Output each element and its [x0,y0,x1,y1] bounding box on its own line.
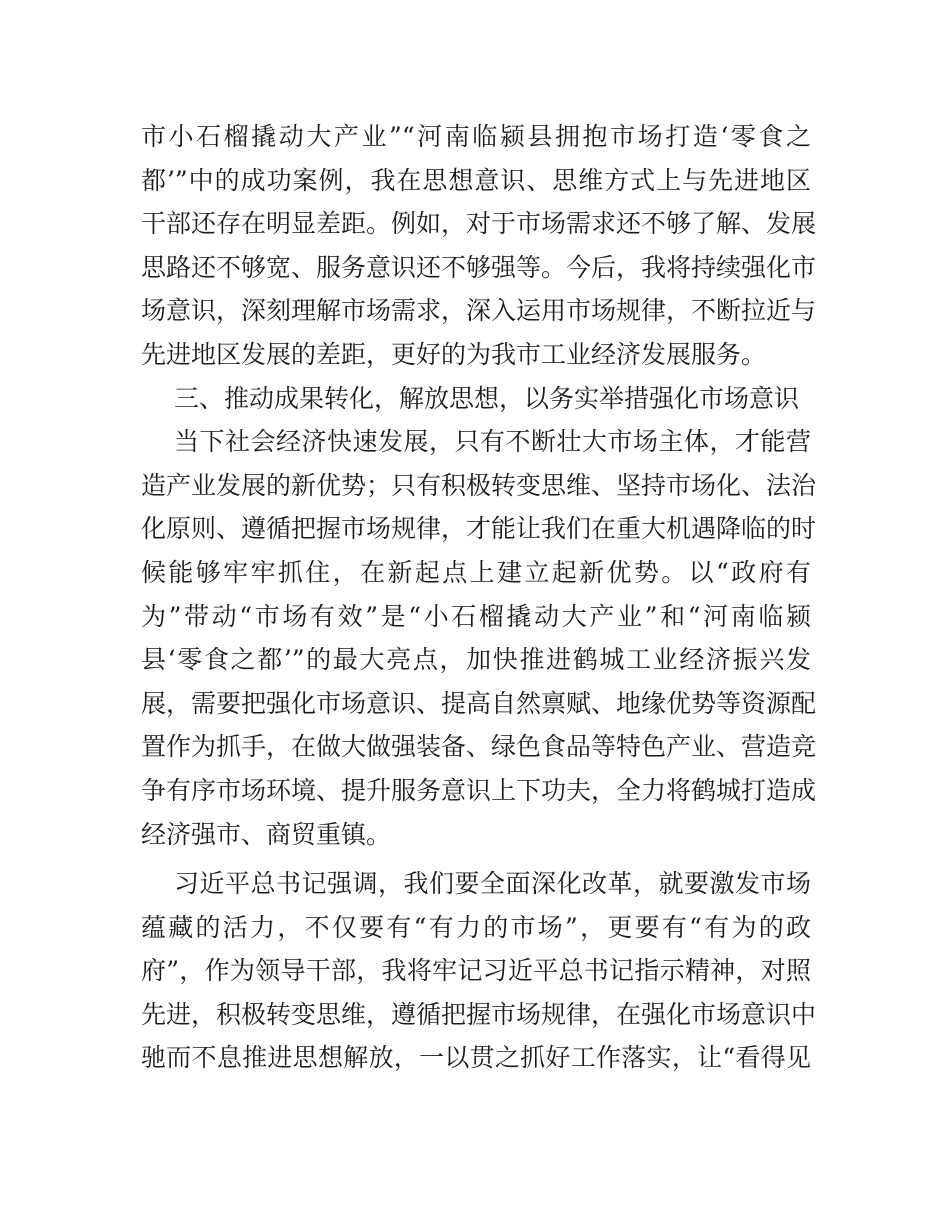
text-line: 市小石榴撬动大产业”“河南临颍县拥抱市场打造‘零食之 [141,122,811,151]
text-line: 候能够牢牢抓住，在新起点上建立起新优势。以“政府有 [141,557,811,587]
text-line: 都’”中的成功案例，我在思想意识、思维方式上与先进地区 [141,165,811,195]
document-body [141,115,817,1080]
text-line: 经济强市、商贸重镇。 [141,819,392,849]
text-line: 府”，作为领导干部，我将牢记习近平总书记指示精神，对照 [141,956,811,986]
text-line: 场意识，深刻理解市场需求，深入运用市场规律，不断拉近与 [141,296,817,326]
text-line: 干部还存在明显差距。例如，对于市场需求还不够了解、发展 [141,209,817,239]
text-line: 置作为抓手，在做大做强装备、绿色食品等特色产业、营造竞 [141,732,817,762]
text-line: 展，需要把强化市场意识、提高自然禀赋、地缘优势等资源配 [141,688,817,718]
text-line: 思路还不够宽、服务意识还不够强等。今后，我将持续强化市 [141,252,817,282]
text-line: 县‘零食之都’”的最大亮点，加快推进鹤城工业经济振兴发 [141,645,811,675]
text-line: 化原则、遵循把握市场规律，才能让我们在重大机遇降临的时 [141,514,817,544]
text-line: 造产业发展的新优势；只有积极转变思维、坚持市场化、法治 [141,470,817,500]
text-line: 当下社会经济快速发展，只有不断壮大市场主体，才能营 [174,427,811,457]
text-line: 习近平总书记强调，我们要全面深化改革，就要激发市场 [174,869,811,899]
text-line: 驰而不息推进思想解放，一以贯之抓好工作落实，让“看得见 [141,1043,811,1073]
text-line: 为”带动“市场有效”是“小石榴撬动大产业”和“河南临颍 [141,601,811,631]
text-line: 先进地区发展的差距，更好的为我市工业经济发展服务。 [141,339,767,369]
text-line: 先进，积极转变思维，遵循把握市场规律，在强化市场意识中 [141,999,817,1029]
text-line: 蕴藏的活力，不仅要有“有力的市场”，更要有“有为的政 [141,912,811,942]
section-heading: 三、推动成果转化，解放思想，以务实举措强化市场意识 [174,383,800,413]
text-line: 争有序市场环境、提升服务意识上下功夫，全力将鹤城打造成 [141,775,817,805]
